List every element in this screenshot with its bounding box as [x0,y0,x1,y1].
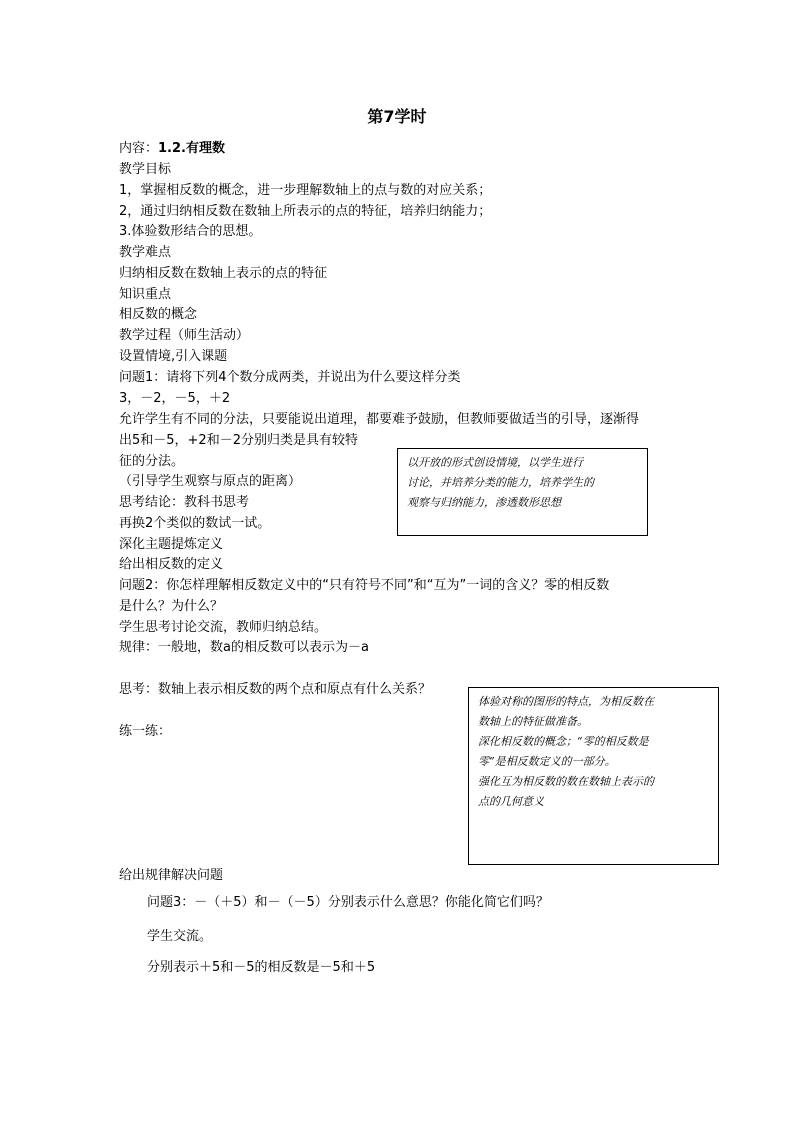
conclusion-text: 思考结论：教科书思考 [119,495,250,510]
page-title: 第7学时 [367,107,427,126]
note-line: 深化相反数的概念；“零的相反数是 [478,735,649,748]
margin-note-1 [397,448,648,536]
goal-1: 1，掌握相反数的概念，进一步理解数轴上的点与数的对应关系； [119,183,492,198]
note-line: 零”是相反数定义的一部分。 [478,755,616,768]
paragraph-line: 征的分法。 [119,454,185,469]
retry-text: 再换2个类似的数试一试。 [119,516,271,531]
goal-3: 3.体验数形结合的思想。 [119,224,262,239]
question-3: 问题3：－（＋5）和－（－5）分别表示什么意思？你能化简它们吗？ [147,895,549,910]
think-text: 思考：数轴上表示相反数的两个点和原点有什么关系？ [119,682,432,697]
paragraph-line: 允许学生有不同的分法，只要能说出道理，都要难予鼓励，但教师要做适当的引导，逐渐得 [119,412,640,427]
margin-note-2 [468,687,719,865]
paragraph-line: 出5和－5，+2和－2分别归类是具有较特 [119,433,358,448]
student-exchange: 学生交流。 [147,929,213,944]
goal-2: 2，通过归纳相反数在数轴上所表示的点的特征，培养归纳能力； [119,204,492,219]
question-2-cont: 是什么？为什么？ [119,599,224,614]
difficulty-text: 归纳相反数在数轴上表示的点的特征 [119,266,328,281]
definition-text: 给出相反数的定义 [119,557,224,572]
practice-label: 练一练： [119,724,172,739]
note-line: 数轴上的特征做准备。 [478,715,588,728]
rule-text: 规律：一般地，数a的相反数可以表示为－a [119,640,369,655]
discussion-text: 学生思考讨论交流，教师归纳总结。 [119,620,328,635]
answer-text: 分别表示＋5和－5的相反数是－5和＋5 [147,960,376,975]
note-line: 以开放的形式创设情境，以学生进行 [407,456,583,469]
note-line: 讨论，并培养分类的能力，培养学生的 [407,476,594,489]
question-1: 问题1：请将下列4个数分成两类，并说出为什么要这样分类 [119,370,461,385]
note-line: 观察与归纳能力，渗透数形思想 [407,496,561,509]
question-2: 问题2：你怎样理解相反数定义中的“只有符号不同”和“互为”一词的含义？零的相反数 [119,578,610,593]
content-value: 1.2.有理数 [158,141,225,156]
content-label: 内容： [119,141,159,156]
note-line: 强化互为相反数的数在数轴上表示的 [478,775,654,788]
content-line [119,139,225,159]
section-definition: 深化主题提炼定义 [119,537,224,552]
section-rule-apply: 给出规律解决问题 [119,868,224,883]
heading-difficulty: 教学难点 [119,245,172,260]
section-intro: 设置情境,引入课题 [119,349,228,364]
heading-teaching-goals: 教学目标 [119,162,172,177]
number-list: 3，－2，－5，＋2 [119,391,231,406]
heading-process: 教学过程（师生活动） [119,328,250,343]
note-line: 点的几何意义 [478,795,544,808]
key-point-text: 相反数的概念 [119,307,198,322]
heading-key-point: 知识重点 [119,287,172,302]
guidance-text: （引导学生观察与原点的距离） [119,474,302,489]
note-line: 体验对称的图形的特点，为相反数在 [478,695,654,708]
